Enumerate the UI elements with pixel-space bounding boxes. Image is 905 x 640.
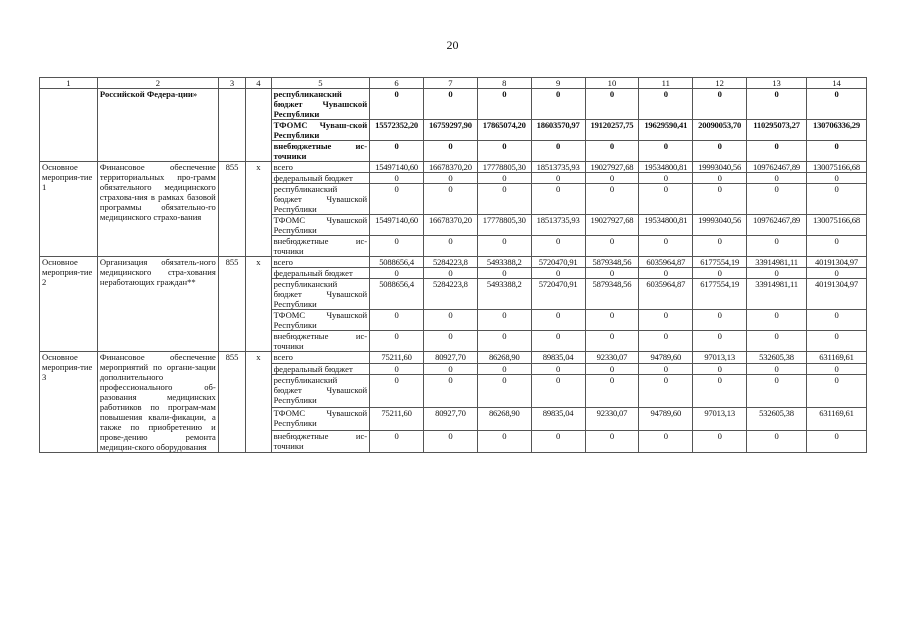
- value-cell: 0: [585, 268, 639, 279]
- funding-source: ТФОМС Чувашской Республики: [271, 310, 370, 331]
- grbs-code: 855: [218, 257, 245, 352]
- value-cell: 0: [747, 236, 807, 257]
- measure-code: [40, 89, 98, 162]
- value-cell: 0: [477, 173, 531, 184]
- value-cell: 6177554,19: [693, 279, 747, 310]
- value-cell: 532605,38: [747, 352, 807, 364]
- column-header-3: 3: [218, 78, 245, 89]
- value-cell: 0: [531, 363, 585, 375]
- value-cell: 0: [424, 375, 478, 408]
- value-cell: 0: [370, 331, 424, 352]
- value-cell: 0: [693, 268, 747, 279]
- value-cell: 0: [807, 310, 867, 331]
- value-cell: 94789,60: [639, 408, 693, 430]
- value-cell: 0: [693, 89, 747, 120]
- funding-source: федеральный бюджет: [271, 173, 370, 184]
- value-cell: 0: [585, 375, 639, 408]
- value-cell: 0: [370, 184, 424, 215]
- value-cell: 0: [807, 173, 867, 184]
- value-cell: 15497140,60: [370, 215, 424, 236]
- value-cell: 130075166,68: [807, 215, 867, 236]
- value-cell: 532605,38: [747, 408, 807, 430]
- value-cell: 97013,13: [693, 408, 747, 430]
- funding-source: республиканский бюджет Чувашской Республики: [271, 279, 370, 310]
- value-cell: 18603570,97: [531, 120, 585, 141]
- value-cell: 6035964,87: [639, 279, 693, 310]
- value-cell: 0: [807, 184, 867, 215]
- funding-source: внебюджетные ис-точники: [271, 236, 370, 257]
- value-cell: 17865074,20: [477, 120, 531, 141]
- value-cell: 0: [531, 184, 585, 215]
- value-cell: 0: [693, 184, 747, 215]
- value-cell: 0: [585, 430, 639, 452]
- column-header-6: 6: [370, 78, 424, 89]
- funding-table: [39, 77, 867, 453]
- header-row: [40, 78, 867, 89]
- value-cell: 0: [424, 236, 478, 257]
- value-cell: 0: [370, 310, 424, 331]
- value-cell: 6035964,87: [639, 257, 693, 268]
- section-code: х: [246, 257, 271, 352]
- value-cell: 19534800,81: [639, 215, 693, 236]
- grbs-code: 855: [218, 162, 245, 257]
- value-cell: 0: [693, 141, 747, 162]
- column-header-13: 13: [747, 78, 807, 89]
- column-header-9: 9: [531, 78, 585, 89]
- value-cell: 109762467,89: [747, 162, 807, 173]
- measure-code: Основное мероприя-тие 1: [40, 162, 98, 257]
- value-cell: 0: [424, 331, 478, 352]
- value-cell: 75211,60: [370, 352, 424, 364]
- value-cell: 0: [807, 331, 867, 352]
- value-cell: 0: [370, 141, 424, 162]
- value-cell: 0: [639, 268, 693, 279]
- value-cell: 0: [693, 430, 747, 452]
- value-cell: 0: [807, 268, 867, 279]
- value-cell: 86268,90: [477, 352, 531, 364]
- value-cell: 0: [639, 430, 693, 452]
- measure-name: Финансовое обеспечение территориальных про-грамм обязательного медицинского страхова-ния в рамках базовой программы обязательно-го медицинского страхо-вания: [97, 162, 218, 257]
- value-cell: 5879348,56: [585, 257, 639, 268]
- grbs-code: [218, 89, 245, 162]
- value-cell: 80927,70: [424, 352, 478, 364]
- value-cell: 0: [370, 363, 424, 375]
- value-cell: 6177554,19: [693, 257, 747, 268]
- value-cell: 0: [807, 375, 867, 408]
- value-cell: 0: [477, 184, 531, 215]
- value-cell: 18513735,93: [531, 162, 585, 173]
- column-header-12: 12: [693, 78, 747, 89]
- value-cell: 0: [747, 375, 807, 408]
- funding-source: ТФОМС Чувашской Республики: [271, 408, 370, 430]
- funding-source: республиканский бюджет Чувашской Республики: [271, 89, 370, 120]
- value-cell: 0: [585, 236, 639, 257]
- funding-source: всего: [271, 352, 370, 364]
- funding-source: внебюджетные ис-точники: [271, 331, 370, 352]
- value-cell: 86268,90: [477, 408, 531, 430]
- column-header-5: 5: [271, 78, 370, 89]
- value-cell: 0: [585, 141, 639, 162]
- column-header-14: 14: [807, 78, 867, 89]
- column-header-1: 1: [40, 78, 98, 89]
- value-cell: 0: [531, 236, 585, 257]
- value-cell: 0: [639, 89, 693, 120]
- funding-source: республиканский бюджет Чувашской Республики: [271, 184, 370, 215]
- value-cell: 97013,13: [693, 352, 747, 364]
- value-cell: 19993040,56: [693, 162, 747, 173]
- value-cell: 0: [370, 173, 424, 184]
- value-cell: 0: [807, 363, 867, 375]
- page-number: 20: [446, 38, 459, 52]
- value-cell: 0: [531, 375, 585, 408]
- value-cell: 0: [477, 375, 531, 408]
- value-cell: 0: [531, 173, 585, 184]
- value-cell: 0: [531, 268, 585, 279]
- column-header-8: 8: [477, 78, 531, 89]
- value-cell: 0: [424, 141, 478, 162]
- value-cell: 0: [585, 331, 639, 352]
- value-cell: 0: [424, 310, 478, 331]
- value-cell: 20090053,70: [693, 120, 747, 141]
- value-cell: 92330,07: [585, 352, 639, 364]
- value-cell: 75211,60: [370, 408, 424, 430]
- value-cell: 5088656,4: [370, 257, 424, 268]
- value-cell: 0: [477, 331, 531, 352]
- value-cell: 0: [531, 430, 585, 452]
- measure-code: Основное мероприя-тие 3: [40, 352, 98, 453]
- value-cell: 0: [693, 173, 747, 184]
- value-cell: 130075166,68: [807, 162, 867, 173]
- value-cell: 0: [639, 236, 693, 257]
- value-cell: 0: [693, 236, 747, 257]
- measure-code: Основное мероприя-тие 2: [40, 257, 98, 352]
- value-cell: 0: [747, 141, 807, 162]
- value-cell: 0: [531, 310, 585, 331]
- value-cell: 0: [639, 173, 693, 184]
- table-row: [40, 89, 867, 120]
- value-cell: 92330,07: [585, 408, 639, 430]
- funding-source: внебюджетные ис-точники: [271, 430, 370, 452]
- funding-source: внебюджетные ис-точники: [271, 141, 370, 162]
- value-cell: 0: [639, 363, 693, 375]
- table-row: [40, 162, 867, 173]
- funding-source: всего: [271, 162, 370, 173]
- value-cell: 631169,61: [807, 352, 867, 364]
- value-cell: 0: [531, 141, 585, 162]
- funding-source: федеральный бюджет: [271, 268, 370, 279]
- value-cell: 15572352,20: [370, 120, 424, 141]
- value-cell: 0: [424, 268, 478, 279]
- value-cell: 0: [585, 89, 639, 120]
- value-cell: 5879348,56: [585, 279, 639, 310]
- value-cell: 0: [807, 430, 867, 452]
- value-cell: 17778805,30: [477, 215, 531, 236]
- measure-name: Российской Федера-ции»: [97, 89, 218, 162]
- value-cell: 0: [807, 141, 867, 162]
- value-cell: 0: [477, 363, 531, 375]
- value-cell: 0: [693, 331, 747, 352]
- column-header-11: 11: [639, 78, 693, 89]
- value-cell: 5284223,8: [424, 257, 478, 268]
- value-cell: 0: [747, 89, 807, 120]
- value-cell: 19534800,81: [639, 162, 693, 173]
- value-cell: 0: [747, 331, 807, 352]
- value-cell: 0: [424, 89, 478, 120]
- value-cell: 19027927,68: [585, 215, 639, 236]
- value-cell: 19027927,68: [585, 162, 639, 173]
- value-cell: 130706336,29: [807, 120, 867, 141]
- value-cell: 0: [585, 363, 639, 375]
- value-cell: 5493388,2: [477, 257, 531, 268]
- table-row: [40, 352, 867, 364]
- value-cell: 0: [639, 310, 693, 331]
- value-cell: 17778805,30: [477, 162, 531, 173]
- column-header-4: 4: [246, 78, 271, 89]
- section-code: х: [246, 162, 271, 257]
- value-cell: 16678370,20: [424, 215, 478, 236]
- funding-source: ТФОМС Чуваш-ской Республики: [271, 120, 370, 141]
- value-cell: 0: [477, 268, 531, 279]
- section-code: х: [246, 352, 271, 453]
- value-cell: 5493388,2: [477, 279, 531, 310]
- value-cell: 5720470,91: [531, 257, 585, 268]
- value-cell: 15497140,60: [370, 162, 424, 173]
- value-cell: 0: [639, 375, 693, 408]
- value-cell: 33914981,11: [747, 279, 807, 310]
- value-cell: 40191304,97: [807, 257, 867, 268]
- value-cell: 0: [747, 310, 807, 331]
- value-cell: 0: [585, 310, 639, 331]
- value-cell: 0: [370, 268, 424, 279]
- grbs-code: 855: [218, 352, 245, 453]
- value-cell: 0: [747, 430, 807, 452]
- value-cell: 0: [531, 89, 585, 120]
- value-cell: 5720470,91: [531, 279, 585, 310]
- value-cell: 40191304,97: [807, 279, 867, 310]
- funding-source: ТФОМС Чувашской Республики: [271, 215, 370, 236]
- value-cell: 0: [639, 331, 693, 352]
- funding-source: всего: [271, 257, 370, 268]
- value-cell: 0: [370, 89, 424, 120]
- value-cell: 109762467,89: [747, 215, 807, 236]
- value-cell: 94789,60: [639, 352, 693, 364]
- value-cell: 0: [370, 236, 424, 257]
- value-cell: 0: [747, 268, 807, 279]
- value-cell: 0: [693, 375, 747, 408]
- value-cell: 5284223,8: [424, 279, 478, 310]
- value-cell: 0: [585, 173, 639, 184]
- column-header-7: 7: [424, 78, 478, 89]
- value-cell: 0: [424, 430, 478, 452]
- value-cell: 0: [477, 430, 531, 452]
- value-cell: 0: [693, 363, 747, 375]
- value-cell: 89835,04: [531, 408, 585, 430]
- measure-name: Организация обязатель-ного медицинского стра-хования неработающих граждан**: [97, 257, 218, 352]
- value-cell: 16759297,90: [424, 120, 478, 141]
- value-cell: 631169,61: [807, 408, 867, 430]
- value-cell: 0: [424, 363, 478, 375]
- value-cell: 19120257,75: [585, 120, 639, 141]
- value-cell: 0: [747, 173, 807, 184]
- value-cell: 0: [477, 89, 531, 120]
- value-cell: 0: [424, 184, 478, 215]
- section-code: [246, 89, 271, 162]
- value-cell: 18513735,93: [531, 215, 585, 236]
- value-cell: 0: [477, 236, 531, 257]
- column-header-2: 2: [97, 78, 218, 89]
- measure-name: Финансовое обеспечение мероприятий по органи-зации дополнительного профессионального об-разования медицинских работников по програм-мам повышения квали-фикации, а также по приобретению и прове-дению ремонта медицин-ского оборудования: [97, 352, 218, 453]
- funding-source: федеральный бюджет: [271, 363, 370, 375]
- value-cell: 0: [477, 310, 531, 331]
- value-cell: 0: [693, 310, 747, 331]
- value-cell: 0: [370, 375, 424, 408]
- value-cell: 19993040,56: [693, 215, 747, 236]
- value-cell: 89835,04: [531, 352, 585, 364]
- value-cell: 0: [639, 141, 693, 162]
- value-cell: 0: [747, 184, 807, 215]
- value-cell: 0: [639, 184, 693, 215]
- value-cell: 0: [531, 331, 585, 352]
- column-header-10: 10: [585, 78, 639, 89]
- value-cell: 0: [807, 89, 867, 120]
- value-cell: 0: [585, 184, 639, 215]
- value-cell: 80927,70: [424, 408, 478, 430]
- value-cell: 110295073,27: [747, 120, 807, 141]
- value-cell: 0: [807, 236, 867, 257]
- value-cell: 16678370,20: [424, 162, 478, 173]
- value-cell: 0: [747, 363, 807, 375]
- value-cell: 19629590,41: [639, 120, 693, 141]
- value-cell: 33914981,11: [747, 257, 807, 268]
- funding-source: республиканский бюджет Чувашской Республики: [271, 375, 370, 408]
- value-cell: 0: [424, 173, 478, 184]
- value-cell: 0: [370, 430, 424, 452]
- value-cell: 0: [477, 141, 531, 162]
- value-cell: 5088656,4: [370, 279, 424, 310]
- table-row: [40, 257, 867, 268]
